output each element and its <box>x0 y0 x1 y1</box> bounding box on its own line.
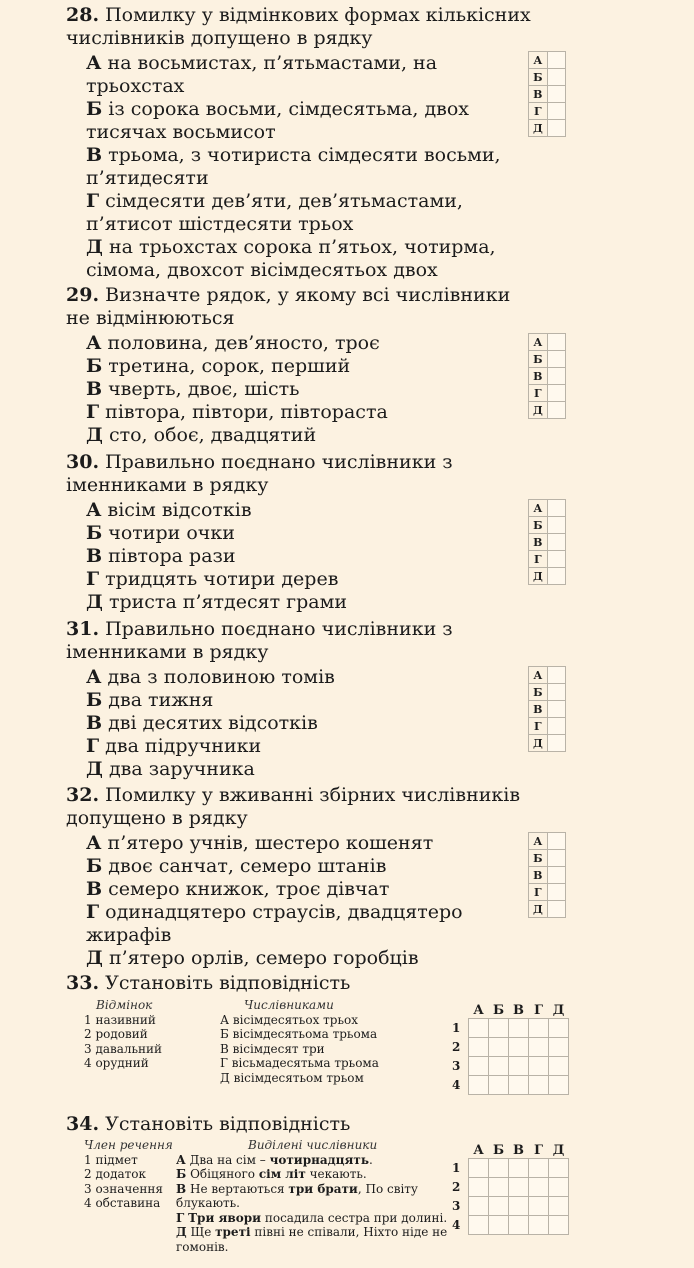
option-letter: А <box>86 832 102 854</box>
matrix-row-number: 2 <box>452 1040 461 1054</box>
right-item <box>176 1211 448 1226</box>
answer-checkbox[interactable] <box>547 684 565 701</box>
question-title <box>66 1113 536 1136</box>
matrix-cell[interactable] <box>469 1197 489 1216</box>
option-text: півтора, півтори, півтораста <box>105 401 388 423</box>
answer-option[interactable] <box>86 499 516 522</box>
answer-option[interactable] <box>86 332 516 355</box>
matrix-cell[interactable] <box>509 1076 529 1095</box>
matrix-cell[interactable] <box>549 1178 569 1197</box>
answer-checkbox[interactable] <box>547 368 565 385</box>
item-text-post: посадила сестра при долині. <box>261 1210 448 1225</box>
option-letter: Г <box>86 190 100 212</box>
matrix-cell[interactable] <box>509 1057 529 1076</box>
answer-options <box>86 499 516 614</box>
item-letter: Б <box>176 1167 187 1181</box>
matrix-cell[interactable] <box>529 1178 549 1197</box>
answer-checkbox[interactable] <box>547 52 565 69</box>
option-text: двоє санчат, семеро штанів <box>108 855 387 877</box>
item-text-highlight: три брати <box>288 1181 358 1196</box>
answer-option[interactable] <box>86 98 516 144</box>
question-number: 30. <box>66 451 100 473</box>
matrix-cell[interactable] <box>529 1057 549 1076</box>
option-letter: В <box>86 878 103 900</box>
answer-option[interactable] <box>86 522 516 545</box>
answer-option[interactable] <box>86 52 516 98</box>
left-column <box>84 1138 174 1211</box>
option-text: чотири очки <box>108 522 235 544</box>
matrix-cell[interactable] <box>549 1038 569 1057</box>
question-number: 31. <box>66 618 100 640</box>
option-text: триста п’ятдесят грами <box>108 591 348 613</box>
answer-checkbox[interactable] <box>547 551 565 568</box>
answer-option[interactable] <box>86 855 516 878</box>
left-item: 4 обставина <box>84 1196 161 1210</box>
option-text: на восьмистах, п’ятьмастами, на трьохстах <box>86 52 438 97</box>
question-text: Правильно поєднано числівники з іменниками в рядку <box>66 451 453 496</box>
option-text: половина, дев’яносто, троє <box>107 332 380 354</box>
left-item: 2 додаток <box>84 1167 146 1181</box>
matrix-column-letter: А <box>473 1142 484 1158</box>
option-text: вісім відсотків <box>107 499 252 521</box>
grid-letter: Б <box>529 351 548 368</box>
item-text-post: півні не співали, Ніхто ніде не гомонів. <box>176 1225 448 1254</box>
answer-option[interactable] <box>86 355 516 378</box>
answer-option[interactable] <box>86 901 516 947</box>
matrix-row-number: 1 <box>452 1161 461 1175</box>
matrix-cell[interactable] <box>489 1159 509 1178</box>
grid-letter: Г <box>529 551 548 568</box>
answer-option[interactable] <box>86 832 516 855</box>
answer-matrix <box>452 1002 569 1095</box>
right-item <box>176 1182 448 1211</box>
matrix-cell[interactable] <box>509 1159 529 1178</box>
option-text: два заручника <box>108 758 255 780</box>
option-letter: Д <box>86 591 103 613</box>
option-letter: Г <box>86 401 100 423</box>
answer-grid <box>528 499 566 585</box>
item-text-highlight: чотирнадцять <box>269 1152 369 1167</box>
matrix-column-letter: Б <box>492 1002 505 1018</box>
right-column-header: Виділені числівники <box>248 1138 378 1152</box>
matrix-cell[interactable] <box>489 1197 509 1216</box>
answer-options <box>86 832 516 970</box>
option-letter: Б <box>86 355 103 377</box>
matrix-cell[interactable] <box>509 1038 529 1057</box>
grid-letter: Б <box>529 69 548 86</box>
option-letter: Д <box>86 947 103 969</box>
answer-option[interactable] <box>86 401 516 424</box>
matrix-cell[interactable] <box>469 1038 489 1057</box>
item-text-highlight: треті <box>215 1225 251 1239</box>
grid-letter: В <box>529 86 548 103</box>
right-item: А вісімдесятьох трьох <box>220 1012 358 1027</box>
left-item: 1 підмет <box>84 1152 138 1167</box>
answer-checkbox[interactable] <box>547 534 565 551</box>
question-number: 32. <box>66 784 100 806</box>
answer-option[interactable] <box>86 545 516 568</box>
left-item: 3 означення <box>84 1181 163 1196</box>
option-text: із сорока восьми, сімдесятьма, двох тисячах восьмисот <box>86 98 469 143</box>
answer-options <box>86 52 516 282</box>
grid-letter: В <box>529 867 548 884</box>
matrix-column-letter: Д <box>552 1142 565 1158</box>
answer-grid <box>528 51 566 137</box>
option-letter: В <box>86 712 103 734</box>
item-text-post: чекають. <box>305 1167 367 1181</box>
item-text-pre: Ще <box>190 1225 216 1239</box>
option-letter: Б <box>86 855 103 877</box>
matching-block <box>84 998 444 1128</box>
answer-grid <box>528 333 566 419</box>
answer-checkbox[interactable] <box>547 667 565 684</box>
grid-letter: А <box>529 334 548 351</box>
answer-checkbox[interactable] <box>547 867 565 884</box>
grid-letter: Г <box>529 103 548 120</box>
grid-letter: Г <box>529 385 548 402</box>
matrix-cell[interactable] <box>549 1197 569 1216</box>
option-text: третина, сорок, перший <box>108 355 351 377</box>
option-text: два підручники <box>105 735 262 757</box>
matrix-cell[interactable] <box>509 1197 529 1216</box>
grid-letter: Б <box>529 517 548 534</box>
matrix-column-letter: А <box>473 1002 484 1018</box>
option-letter: В <box>86 545 103 567</box>
matrix-column-letter: В <box>513 1142 524 1158</box>
matrix-cell[interactable] <box>509 1178 529 1197</box>
answer-grid <box>528 666 566 752</box>
question-text: Установіть відповідність <box>105 1113 351 1135</box>
answer-checkbox[interactable] <box>547 402 565 419</box>
option-letter: В <box>86 144 103 166</box>
option-letter: А <box>86 499 102 521</box>
item-text-post: . <box>368 1152 373 1167</box>
item-letter: Д <box>176 1225 187 1239</box>
option-letter: Г <box>86 901 100 923</box>
option-letter: Б <box>86 689 103 711</box>
right-item <box>176 1167 448 1182</box>
matrix-row-number: 3 <box>452 1199 461 1213</box>
option-text: сімдесяти дев’яти, дев’ятьмастами, п’ятисот шістдесяти трьох <box>86 190 463 235</box>
answer-checkbox[interactable] <box>547 901 565 918</box>
option-letter: А <box>86 332 102 354</box>
question-number: 33. <box>66 972 100 994</box>
answer-option[interactable] <box>86 236 516 282</box>
grid-letter: Д <box>529 402 548 419</box>
option-letter: Б <box>86 522 103 544</box>
matrix-column-letter: Б <box>492 1142 505 1158</box>
option-text: два з половиною томів <box>107 666 335 688</box>
matrix-cell[interactable] <box>469 1076 489 1095</box>
option-text: семеро книжок, троє дівчат <box>108 878 390 900</box>
option-letter: А <box>86 52 102 74</box>
matrix-cell[interactable] <box>469 1057 489 1076</box>
right-column-header: Числівниками <box>244 998 334 1012</box>
answer-option[interactable] <box>86 878 516 901</box>
option-letter: Д <box>86 236 103 258</box>
right-item <box>176 1225 448 1254</box>
grid-letter: Д <box>529 735 548 752</box>
item-text-pre: Не вертаються <box>189 1181 289 1196</box>
matrix-cell[interactable] <box>469 1216 489 1235</box>
question-number: 29. <box>66 284 100 306</box>
option-letter: А <box>86 666 102 688</box>
right-item <box>176 1153 448 1168</box>
item-text-pre: Два на сім – <box>189 1152 270 1167</box>
left-item: 1 називний <box>84 1012 156 1027</box>
matrix-cell[interactable] <box>529 1076 549 1095</box>
matrix-cell[interactable] <box>489 1076 509 1095</box>
answer-checkbox[interactable] <box>547 833 565 850</box>
matrix-cell[interactable] <box>529 1197 549 1216</box>
matrix-cell[interactable] <box>489 1057 509 1076</box>
grid-letter: Д <box>529 120 548 137</box>
option-text: сто, обоє, двадцятий <box>108 424 317 446</box>
option-text: одинадцятеро страусів, двадцятеро жирафів <box>86 901 463 946</box>
question-text: Помилку у відмінкових формах кількісних числівників допущено в рядку <box>66 4 531 49</box>
grid-letter: Г <box>529 884 548 901</box>
question-text: Визначте рядок, у якому всі числівники не відмінюються <box>66 284 511 329</box>
question-title <box>66 451 536 497</box>
option-text: на трьохстах сорока п’ятьох, чотирма, сімома, двохсот вісімдесятьох двох <box>86 236 496 281</box>
matrix-column-letter: Г <box>534 1142 543 1158</box>
grid-letter: А <box>529 667 548 684</box>
matrix-cell[interactable] <box>529 1038 549 1057</box>
grid-letter: Г <box>529 718 548 735</box>
question-text: Помилку у вживанні збірних числівників допущено в рядку <box>66 784 521 829</box>
grid-letter: А <box>529 500 548 517</box>
answer-checkbox[interactable] <box>547 86 565 103</box>
right-column <box>220 998 440 1085</box>
answer-option[interactable] <box>86 947 516 970</box>
matrix-cell[interactable] <box>489 1019 509 1038</box>
answer-grid <box>528 832 566 918</box>
matrix-column-letter: В <box>513 1002 524 1018</box>
question-text: Установіть відповідність <box>105 972 351 994</box>
option-text: трьома, з чотириста сімдесяти восьми, п’ятидесяти <box>86 144 501 189</box>
matrix-cell[interactable] <box>529 1159 549 1178</box>
matrix-cell[interactable] <box>549 1216 569 1235</box>
matching-block <box>84 1138 448 1268</box>
right-item: Б вісімдесятьома трьома <box>220 1027 378 1041</box>
item-letter: Г <box>176 1210 185 1225</box>
left-item: 2 родовий <box>84 1027 148 1041</box>
matrix-cell[interactable] <box>529 1216 549 1235</box>
matrix-row-number: 1 <box>452 1021 461 1035</box>
answer-option[interactable] <box>86 591 516 614</box>
answer-checkbox[interactable] <box>547 120 565 137</box>
option-text: два тижня <box>108 689 214 711</box>
answer-option[interactable] <box>86 424 516 447</box>
matrix-cell[interactable] <box>509 1019 529 1038</box>
matrix-cell[interactable] <box>489 1038 509 1057</box>
matrix-row-number: 4 <box>452 1218 461 1232</box>
matrix-cell[interactable] <box>549 1057 569 1076</box>
grid-letter: В <box>529 534 548 551</box>
matrix-cell[interactable] <box>469 1159 489 1178</box>
answer-checkbox[interactable] <box>547 884 565 901</box>
item-text-pre: Обіцяного <box>190 1167 259 1181</box>
grid-letter: В <box>529 368 548 385</box>
answer-checkbox[interactable] <box>547 334 565 351</box>
question-title <box>66 972 536 995</box>
left-column-header: Відмінок <box>96 998 153 1012</box>
answer-checkbox[interactable] <box>547 568 565 585</box>
answer-checkbox[interactable] <box>547 103 565 120</box>
answer-option[interactable] <box>86 666 516 689</box>
question-title <box>66 284 536 330</box>
option-text: п’ятеро учнів, шестеро кошенят <box>107 832 434 854</box>
answer-checkbox[interactable] <box>547 718 565 735</box>
answer-checkbox[interactable] <box>547 69 565 86</box>
answer-checkbox[interactable] <box>547 850 565 867</box>
answer-checkbox[interactable] <box>547 517 565 534</box>
answer-matrix <box>452 1142 569 1235</box>
grid-letter: А <box>529 833 548 850</box>
option-text: півтора рази <box>108 545 236 567</box>
answer-checkbox[interactable] <box>547 351 565 368</box>
answer-option[interactable] <box>86 378 516 401</box>
answer-checkbox[interactable] <box>547 500 565 517</box>
left-column-header: Член речення <box>84 1138 173 1152</box>
option-text: п’ятеро орлів, семеро горобців <box>108 947 419 969</box>
matrix-cell[interactable] <box>469 1178 489 1197</box>
matrix-cell[interactable] <box>469 1019 489 1038</box>
grid-letter: В <box>529 701 548 718</box>
grid-letter: Д <box>529 901 548 918</box>
matrix-column-letter: Д <box>552 1002 565 1018</box>
question-number: 28. <box>66 4 100 26</box>
item-text-highlight: сім літ <box>258 1167 306 1181</box>
item-letter: В <box>176 1181 187 1196</box>
option-letter: Д <box>86 758 103 780</box>
option-letter: Д <box>86 424 103 446</box>
item-letter: А <box>176 1152 186 1167</box>
item-text-post: , По світу блукають. <box>176 1181 418 1210</box>
answer-option[interactable] <box>86 144 516 190</box>
answer-option[interactable] <box>86 758 516 781</box>
answer-option[interactable] <box>86 568 516 591</box>
grid-letter: Б <box>529 684 548 701</box>
option-letter: Г <box>86 568 100 590</box>
matrix-cell[interactable] <box>549 1076 569 1095</box>
answer-checkbox[interactable] <box>547 735 565 752</box>
answer-checkbox[interactable] <box>547 701 565 718</box>
matrix-cell[interactable] <box>549 1159 569 1178</box>
right-item: В вісімдесят три <box>220 1041 325 1056</box>
matrix-row-number: 4 <box>452 1078 461 1092</box>
right-item: Д вісімдесятьом трьом <box>220 1070 364 1085</box>
question-title <box>66 784 536 830</box>
grid-letter: Д <box>529 568 548 585</box>
option-text: тридцять чотири дерев <box>105 568 339 590</box>
grid-letter: А <box>529 52 548 69</box>
matrix-cell[interactable] <box>549 1019 569 1038</box>
question-number: 34. <box>66 1113 100 1135</box>
matrix-cell[interactable] <box>489 1178 509 1197</box>
answer-options <box>86 332 516 447</box>
matrix-row-number: 3 <box>452 1059 461 1073</box>
question-text: Правильно поєднано числівники з іменниками в рядку <box>66 618 453 663</box>
answer-checkbox[interactable] <box>547 385 565 402</box>
matrix-cell[interactable] <box>529 1019 549 1038</box>
matrix-column-letter: Г <box>534 1002 543 1018</box>
matrix-row-number: 2 <box>452 1180 461 1194</box>
question-title <box>66 618 536 664</box>
grid-letter: Б <box>529 850 548 867</box>
right-item: Г вісьмадесятьма трьома <box>220 1056 379 1070</box>
right-column <box>176 1138 448 1254</box>
answer-option[interactable] <box>86 689 516 712</box>
answer-option[interactable] <box>86 190 516 236</box>
option-letter: Б <box>86 98 103 120</box>
question-title <box>66 4 536 50</box>
matrix-cell[interactable] <box>489 1216 509 1235</box>
answer-option[interactable] <box>86 735 516 758</box>
option-letter: В <box>86 378 103 400</box>
left-item: 4 орудний <box>84 1056 149 1070</box>
item-text-highlight: Три явори <box>188 1210 262 1225</box>
left-item: 3 давальний <box>84 1041 163 1056</box>
matrix-cell[interactable] <box>509 1216 529 1235</box>
option-letter: Г <box>86 735 100 757</box>
answer-options <box>86 666 516 781</box>
answer-option[interactable] <box>86 712 516 735</box>
option-text: чверть, двоє, шість <box>108 378 300 400</box>
option-text: дві десятих відсотків <box>108 712 318 734</box>
left-column <box>84 998 214 1071</box>
